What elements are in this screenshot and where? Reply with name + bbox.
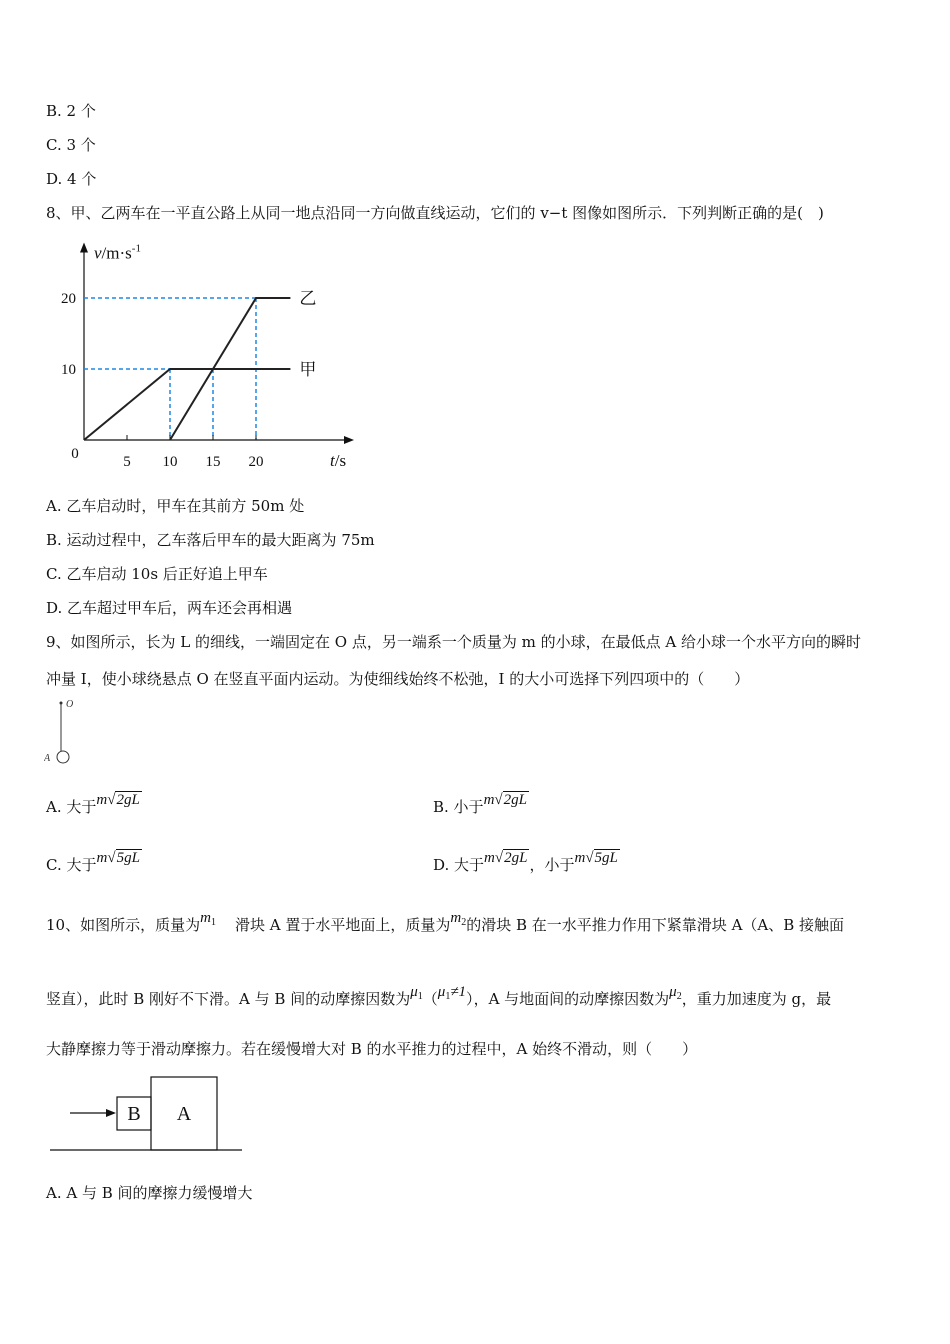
x-tick-label-1: 5	[123, 454, 131, 470]
x-axis-arrow	[344, 436, 354, 444]
label-a: A	[44, 753, 51, 764]
y-tick-label-0: 10	[61, 362, 76, 378]
push-arrow-head	[106, 1109, 116, 1117]
block-a-label: A	[176, 1103, 192, 1125]
q9-stem-line1: 9、如图所示，长为 L 的细线，一端固定在 O 点，另一端系一个质量为 m 的小球，在最低点 A 给小球一个水平方向的瞬时	[46, 633, 862, 651]
option-b-prev: B. 2 个	[46, 102, 96, 120]
q9-option-a: A. 大于m√2gL	[46, 792, 140, 816]
m2-symbol: $m_2$	[450, 910, 467, 928]
pendulum-figure	[44, 694, 94, 770]
expr-b: m√2gL	[483, 792, 527, 808]
pendulum-ball	[57, 751, 69, 763]
vt-chart	[46, 236, 366, 476]
y-axis-label: $v/m\cdot s^{-1}$	[94, 242, 141, 263]
expr-d1: m√2gL	[484, 850, 528, 866]
q8-option-b: B. 运动过程中，乙车落后甲车的最大距离为 75m	[46, 531, 375, 549]
x-tick-label-2: 10	[162, 454, 178, 470]
label-o: O	[66, 699, 74, 710]
pivot-point	[60, 702, 63, 705]
x-axis-label: t/s	[330, 451, 347, 470]
q9-stem-line2: 冲量 I，使小球绕悬点 O 在竖直平面内运动。为使细线始终不松弛，I 的大小可选择下列四项中的（ ）	[46, 670, 750, 688]
q8-option-d: D. 乙车超过甲车后，两车还会再相遇	[46, 599, 293, 617]
q8-option-c: C. 乙车启动 10s 后正好追上甲车	[46, 565, 268, 583]
option-d-prev: D. 4 个	[46, 170, 97, 188]
q10-paragraph-3: 大静摩擦力等于滑动摩擦力。若在缓慢增大对 B 的水平推力的过程中，A 始终不滑动，则（ ）	[46, 1040, 698, 1058]
block-b-label: B	[127, 1103, 141, 1125]
y-axis-arrow	[80, 243, 88, 253]
q10-paragraph-2: 竖直），此时 B 刚好不下滑。A 与 B 间的动摩擦因数为$\mu_1(\mu_1\ne 1)$，A 与地面间的动摩擦因数为$\mu_2$，重力加速度为 g，最	[46, 984, 832, 1008]
x-tick-label-4: 20	[248, 454, 264, 470]
expr-c: m√5gL	[96, 850, 140, 866]
y-tick-label-1: 20	[61, 291, 76, 307]
mu2-symbol: $\mu_2$	[669, 984, 682, 1002]
q8-option-a: A. 乙车启动时，甲车在其前方 50m 处	[46, 497, 305, 515]
series-label-0: 甲	[299, 360, 317, 379]
x-tick-label-0: 0	[71, 446, 79, 462]
q9-option-c: C. 大于m√5gL	[46, 850, 140, 874]
expr-d2: m√5gL	[574, 850, 618, 866]
q8-stem: 8、甲、乙两车在一平直公路上从同一地点沿同一方向做直线运动，它们的 v−t 图像如图所示．下列判断正确的是( )	[46, 204, 824, 222]
x-tick-label-3: 15	[205, 454, 221, 470]
option-c-prev: C. 3 个	[46, 136, 96, 154]
q10-paragraph-1: 10、如图所示，质量为$m_1$ 滑块 A 置于水平地面上，质量为$m_2$的滑块 B 在一水平推力作用下紧靠滑块 A（A、B 接触面	[46, 910, 845, 934]
mu1-condition: $\mu_1\ne 1$	[437, 984, 467, 1002]
expr-a: m√2gL	[96, 792, 140, 808]
mu1-symbol: $\mu_1$	[410, 984, 423, 1002]
series-line-0	[84, 369, 290, 440]
q10-option-a: A. A 与 B 间的摩擦力缓慢增大	[46, 1184, 253, 1202]
q9-option-b: B. 小于m√2gL	[433, 792, 527, 816]
blocks-figure	[46, 1072, 246, 1156]
q9-option-d: D. 大于m√2gL ，小于m√5gL	[433, 850, 618, 874]
m1-symbol: $m_1$	[200, 910, 216, 928]
series-label-1: 乙	[299, 289, 317, 308]
